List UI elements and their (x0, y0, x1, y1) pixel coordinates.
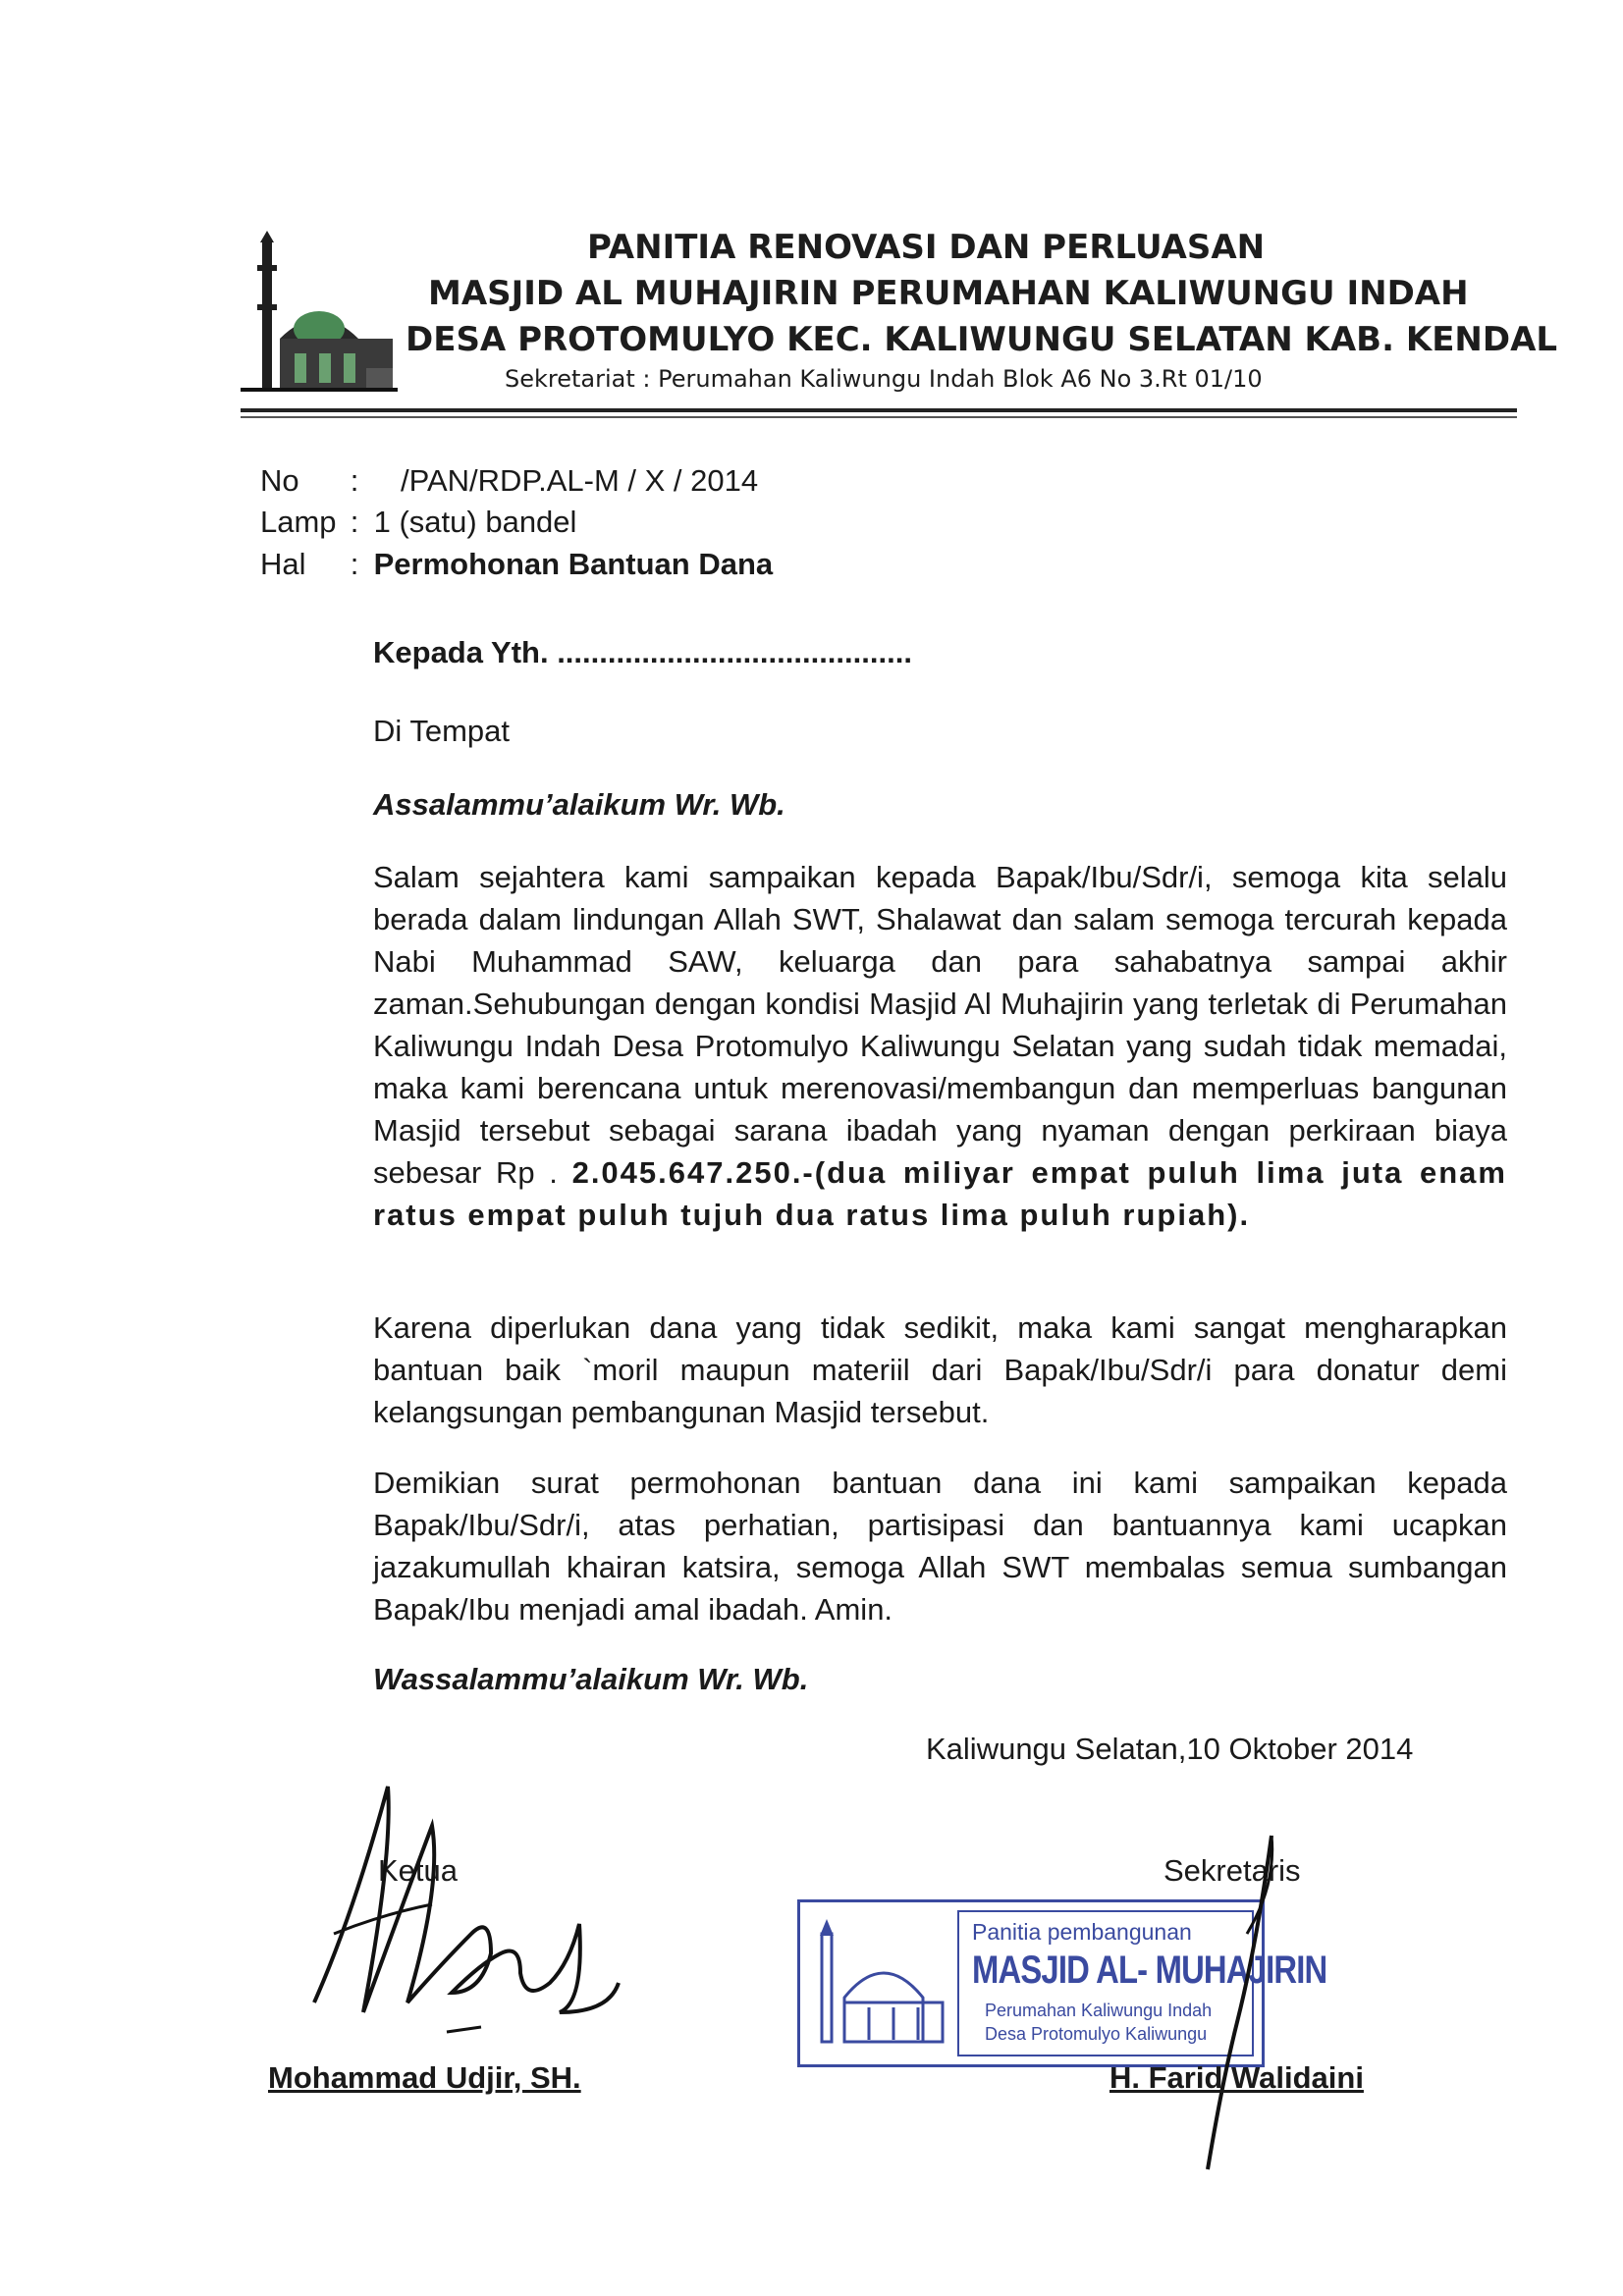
meta-attachment-label: Lamp (260, 505, 337, 539)
meta-subject (260, 547, 773, 582)
meta-subject-value: Permohonan Bantuan Dana (373, 547, 774, 581)
meta-number-label: No (260, 463, 299, 498)
body-paragraph-2: Karena diperlukan dana yang tidak sedikit, maka kami sangat mengharapkan bantuan baik `moril maupun materiil dari Bapak/Ibu/Sdr/i para donatur demi kelangsungan pembangunan Masjid tersebut. (373, 1310, 1507, 1429)
meta-number-value: /PAN/RDP.AL-M / X / 2014 (401, 463, 759, 498)
place-date: Kaliwungu Selatan,10 Oktober 2014 (926, 1732, 1414, 1766)
closing-greeting: Wassalammu’alaikum Wr. Wb. (373, 1662, 809, 1696)
signature-name-secretary: H. Farid Walidaini (1109, 2060, 1364, 2095)
body-paragraph-3: Demikian surat permohonan bantuan dana ini kami sampaikan kepada Bapak/Ibu/Sdr/i, atas perhatian, partisipasi dan bantuannya kami ucapkan jazakumullah khairan katsira, semoga Allah SWT membalas semua sumbangan Bapak/Ibu menjadi amal ibadah. Amin. (373, 1466, 1507, 1627)
meta-number (260, 463, 758, 499)
stamp-line-2: MASJID AL- MUHAJIRIN (972, 1949, 1327, 1992)
secretary-signature-icon (1178, 1826, 1296, 2179)
letterhead-subtitle: MASJID AL MUHAJIRIN PERUMAHAN KALIWUNGU INDAH (428, 274, 1469, 313)
stamp-line-4: Desa Protomulyo Kaliwungu (985, 2024, 1208, 2044)
letterhead-secretariat: Sekretariat : Perumahan Kaliwungu Indah Blok A6 No 3.Rt 01/10 (505, 365, 1263, 393)
letterhead-divider-thin (241, 416, 1517, 418)
meta-attachment-value: 1 (satu) bandel (373, 505, 577, 539)
body-paragraph-1 (373, 856, 1507, 1236)
meta-separator: : (350, 547, 359, 581)
stamp-line-1: Panitia pembangunan (972, 1919, 1192, 1945)
letterhead-divider (241, 408, 1517, 412)
signature-role-chairman: Ketua (378, 1853, 459, 1888)
recipient-place: Di Tempat (373, 714, 510, 748)
body-paragraph-1-text: Salam sejahtera kami sampaikan kepada Bapak/Ibu/Sdr/i, semoga kita selalu berada dalam lindungan Allah SWT, Shalawat dan salam semoga tercurah kepada Nabi Muhammad SAW, keluarga dan para sahabatnya sampai akhir zaman.Sehubungan dengan kondisi Masjid Al Muhajirin yang terletak di Perumahan Kaliwungu Indah Desa Protomulyo Kaliwungu Selatan yang sudah tidak memadai, maka kami berencana untuk merenovasi/membangun dan memperluas bangunan Masjid tersebut sebagai sarana ibadah yang nyaman dengan perkiraan biaya sebesar Rp . (373, 860, 1507, 1190)
signature-role-secretary: Sekretaris (1163, 1853, 1301, 1888)
signature-name-chairman: Mohammad Udjir, SH. (268, 2060, 581, 2095)
stamp-line-3: Perumahan Kaliwungu Indah (985, 2001, 1213, 2020)
mosque-logo-icon (241, 231, 398, 398)
chairman-signature-icon (295, 1767, 628, 2061)
stamp-mosque-icon (810, 1914, 952, 2052)
meta-separator: : (350, 505, 359, 539)
meta-attachment (260, 505, 576, 540)
letterhead-title: PANITIA RENOVASI DAN PERLUASAN (587, 228, 1266, 267)
meta-subject-label: Hal (260, 547, 306, 581)
recipient: Kepada Yth. .......................................... (373, 635, 912, 669)
donation-amount: 2.045.647.250.-(dua miliyar empat puluh lima juta enam ratus empat puluh tujuh dua ratus lima puluh rupiah). (373, 1155, 1507, 1232)
letterhead-address-line: DESA PROTOMULYO KEC. KALIWUNGU SELATAN KAB. KENDAL (406, 320, 1558, 359)
meta-separator: : (350, 463, 359, 498)
greeting: Assalammu’alaikum Wr. Wb. (373, 787, 785, 822)
